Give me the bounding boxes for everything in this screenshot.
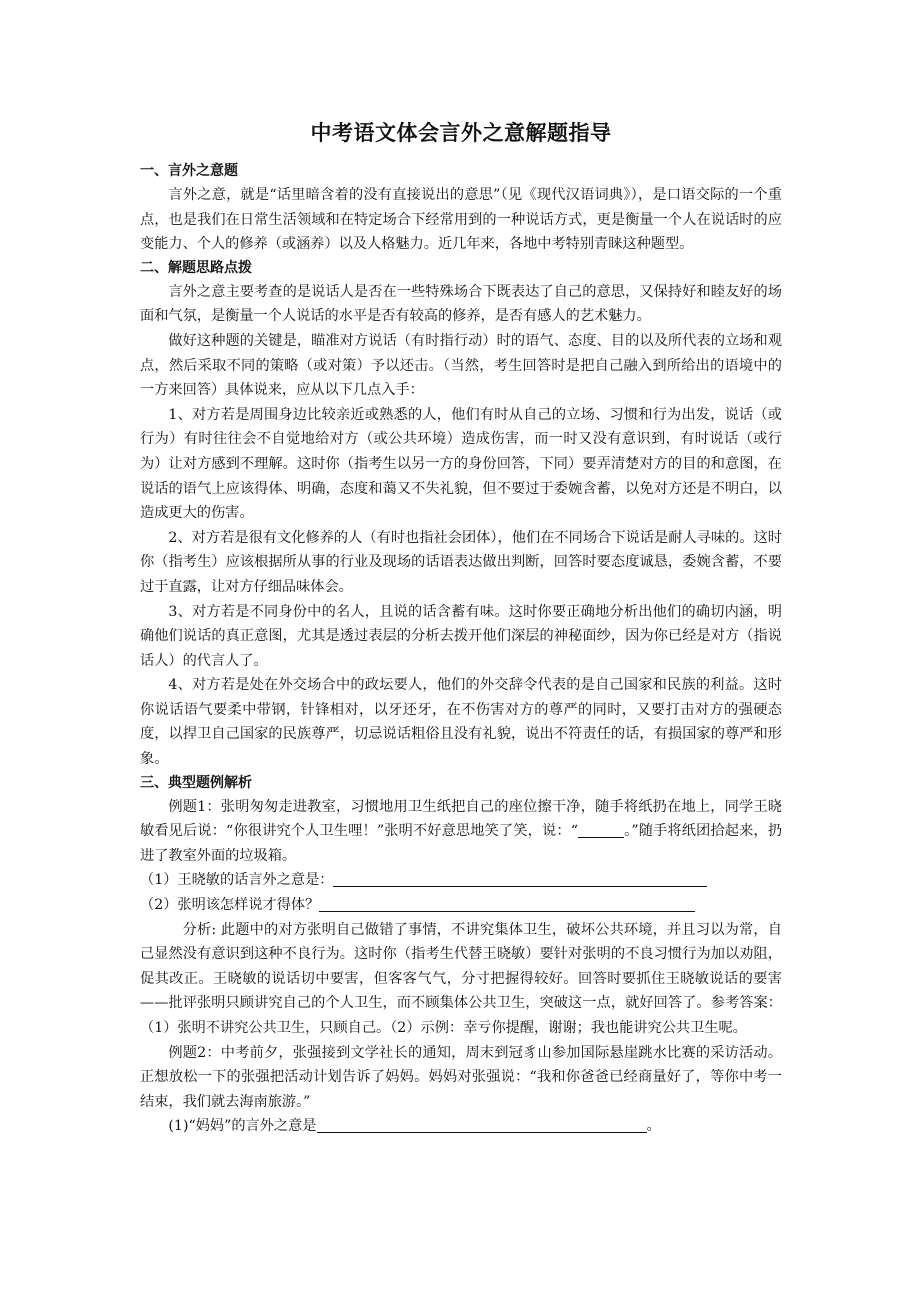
example-1-analysis: 分析: 此题中的对方张明自己做错了事情，不讲究集体卫生，破坏公共环境，并且习以为常，自己显然没有意识到这种不良行为。这时你（指考生代替王晓敏）要针对张明的不良习惯行为加以劝阻，促其改正。王晓敏的说话切中要害，但客客气气，分寸把握得较好。回答时要抓住王晓敏说话的要害——批评张明只顾讲究自己的个人卫生，而不顾集体公共卫生，突破这一点，就好回答了。参考答案：（1）张明不讲究公共卫生，只顾自己。（2）示例：幸亏你提醒，谢谢；我也能讲究公共卫生呢。 [140,921,782,1036]
example-1-question-1 [140,868,782,893]
section-1-paragraph-1: 言外之意，就是“话里暗含着的没有直接说出的意思”（见《现代汉语词典》），是口语交际的一个重点，也是我们在日常生活领域和在特定场合下经常用到的一种说话方式，更是衡量一个人在说话时的应变能力、个人的修养（或涵养）以及人格魅力。近几年来，各地中考特别青睐这种题型。 [140,187,782,253]
section-2-point-1: 1、对方若是周围身边比较亲近或熟悉的人，他们有时从自己的立场、习惯和行为出发，说话（或行为）有时往往会不自觉地给对方（或公共环境）造成伤害，而一时又没有意识到，有时说话（或行为）让对方感到不理解。这时你（指考生以另一方的身份回答，下同）要弄清楚对方的目的和意图，在说话的语气上应该得体、明确，态度和蔼又不失礼貌，但不要过于委婉含蓄，以免对方还是不明白，以造成更大的伤害。 [140,406,782,522]
example-1-question-2-label: （2）张明该怎样说才得体？ [140,897,320,914]
example-1-text [140,795,782,869]
section-2-paragraph-1: 言外之意主要考查的是说话人是否在一些特殊场合下既表达了自己的意思，又保持好和睦友好的场面和气氛，是衡量一个人说话的水平是否有较高的修养，是否有感人的艺术魅力。 [140,283,782,325]
example-2-text: 例题2：中考前夕，张强接到文学社长的通知，周末到冠豸山参加国际悬崖跳水比赛的采访活动。正想放松一下的张强把活动计划告诉了妈妈。妈妈对张强说：“我和你爸爸已经商量好了，等你中考一结束，我们就去海南旅游。” [140,1044,782,1110]
example-2-question-1-end: 。 [646,1118,661,1135]
section-2-point-3: 3、对方若是不同身份中的名人，且说的话含蓄有味。这时你要正确地分析出他们的确切内涵，明确他们说话的真正意图，尤其是透过表层的分析去拨开他们深层的神秘面纱，因为你已经是对方（指说话人）的代言人了。 [140,603,782,669]
example-1-answer-line-1[interactable] [333,870,707,887]
section-heading-2: 二、解题思路点拨 [140,259,252,276]
page-title: 中考语文体会言外之意解题指导 [310,121,612,145]
section-2-point-2: 2、对方若是很有文化修养的人（有时也指社会团体），他们在不同场合下说话是耐人寻味的。这时你（指考生）应该根据所从事的行业及现场的话语表达做出判断，回答时要态度诚恳，委婉含蓄，不要过于直露，让对方仔细品味体会。 [140,529,782,595]
example-2-question-1-label: (1)“妈妈”的言外之意是 [168,1118,317,1135]
example-1-text-before: 例题1：张明匆匆走进教室，习惯地用卫生纸把自己的座位擦干净，随手将纸扔在地上，同学王晓敏看见后说：“你很讲究个人卫生哩！”张明不好意思地笑了笑，说：“ [140,798,782,840]
example-1-blank[interactable] [578,821,624,838]
example-1-text-after: 。”随手将纸团拾起来，扔进了教室外面的垃圾箱。 [140,823,783,864]
example-2-answer-line-1[interactable] [317,1116,647,1133]
document-page [140,118,782,1139]
section-2-paragraph-2: 做好这种题的关键是，瞄准对方说话（有时指行动）时的语气、态度、目的以及所代表的立场和观点，然后采取不同的策略（或对策）予以还击。（当然，考生回答时是把自己融入到所给出的语境中的一方来回答）具体说来，应从以下几点入手： [140,332,782,399]
example-1-question-2 [140,893,782,918]
section-heading-3: 三、典型题例解析 [140,774,252,791]
example-2-question-1 [140,1114,782,1139]
example-1-answer-line-2[interactable] [319,895,695,912]
section-heading-1: 一、言外之意题 [140,163,238,179]
example-1-question-1-label: （1）王晓敏的话言外之意是： [140,872,334,889]
section-2-point-4: 4、对方若是处在外交场合中的政坛要人，他们的外交辞令代表的是自己国家和民族的利益。这时你说话语气要柔中带钢，针锋相对，以牙还牙，在不伤害对方的尊严的同时，又要打击对方的强硬态度，以捍卫自己国家的民族尊严，切忌说话粗俗且没有礼貌，说出不符责任的话，有损国家的尊严和形象。 [140,677,782,768]
